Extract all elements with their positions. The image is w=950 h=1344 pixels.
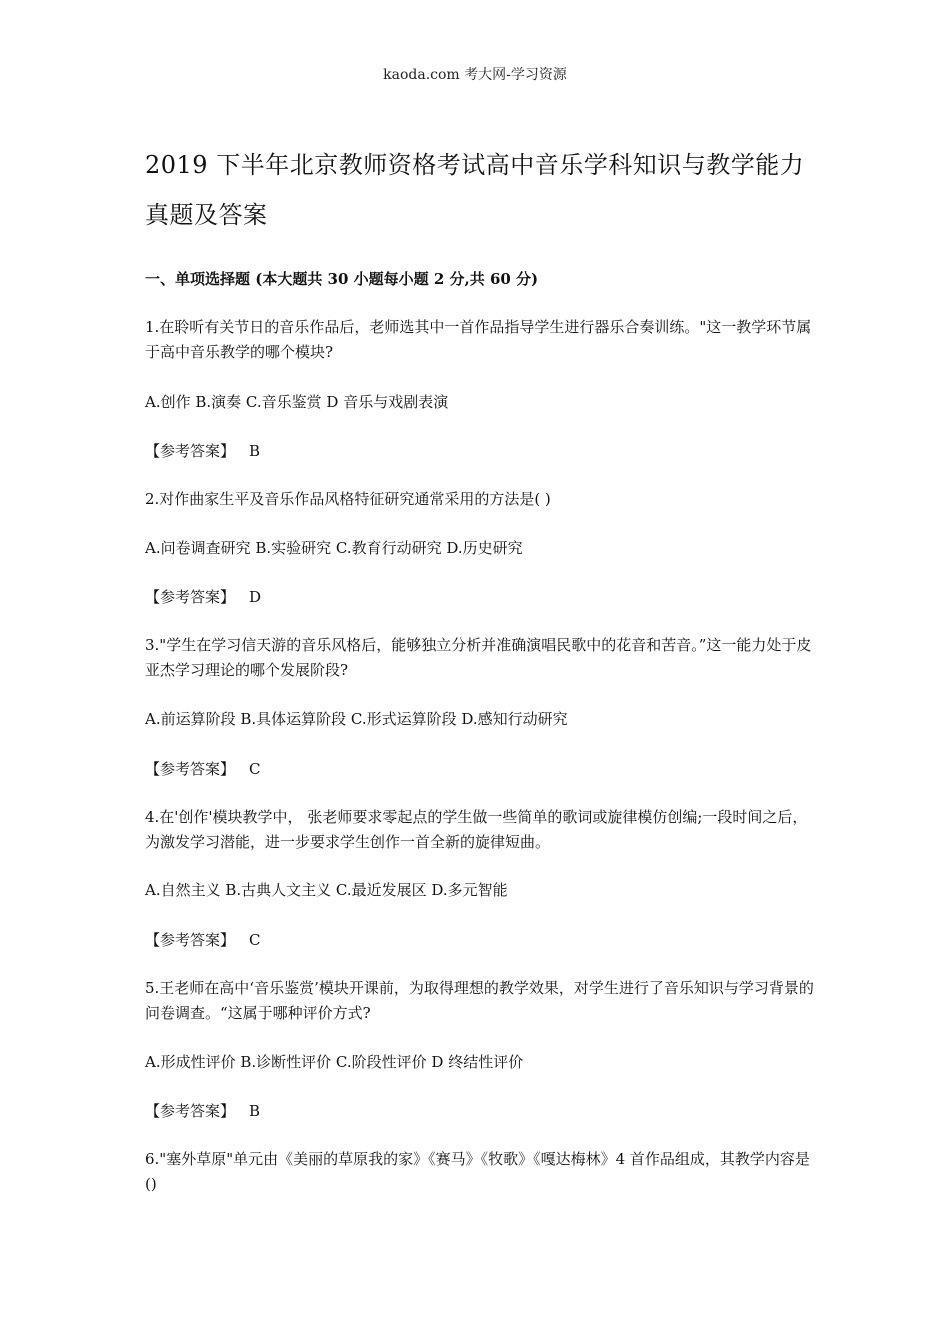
answer-value: C — [249, 931, 261, 949]
answer-label: 【参考答案】 — [145, 588, 236, 606]
question-4-options: A.自然主义 B.古典人文主义 C.最近发展区 D.多元智能 — [145, 881, 508, 899]
answer-label: 【参考答案】 — [145, 931, 236, 949]
question-3-options: A.前运算阶段 B.具体运算阶段 C.形式运算阶段 D.感知行动研究 — [145, 710, 568, 728]
question-5-stem: 5.王老师在高中‘音乐鉴赏’模块开课前，为取得理想的教学效果，对学生进行了音乐知识与学习背景的问卷调查。“这属于哪种评价方式? — [145, 979, 814, 1022]
page-header: kaoda.com 考大网-学习资源 — [383, 67, 567, 83]
question-1-options: A.创作 B.演奏 C.音乐鉴赏 D 音乐与戏剧表演 — [145, 393, 449, 411]
answer-value: B — [249, 442, 261, 460]
answer-value: B — [249, 1102, 261, 1120]
answer-label: 【参考答案】 — [145, 442, 236, 460]
question-5-answer — [145, 1099, 817, 1124]
question-3-answer — [145, 757, 817, 782]
question-2-options: A.问卷调查研究 B.实验研究 C.教育行动研究 D.历史研究 — [145, 539, 523, 557]
question-2-stem: 2.对作曲家生平及音乐作品风格特征研究通常采用的方法是( ) — [145, 490, 551, 508]
question-4-answer — [145, 928, 817, 953]
question-5-options: A.形成性评价 B.诊断性评价 C.阶段性评价 D 终结性评价 — [145, 1053, 524, 1071]
answer-label: 【参考答案】 — [145, 760, 236, 778]
question-1-stem: 1.在聆听有关节日的音乐作品后，老师选其中一首作品指导学生进行器乐合奏训练。"这一教学环节属于高中音乐教学的哪个模块? — [145, 318, 812, 361]
answer-value: D — [249, 588, 262, 606]
question-2-answer — [145, 585, 817, 610]
question-6-stem: 6."塞外草原"单元由《美丽的草原我的家》《赛马》《牧歌》《嘎达梅林》4 首作品组成，其教学内容是() — [145, 1150, 810, 1193]
answer-label: 【参考答案】 — [145, 1102, 236, 1120]
section-heading: 一、单项选择题 (本大题共 30 小题每小题 2 分,共 60 分) — [145, 270, 539, 288]
question-3-stem: 3."学生在学习信天游的音乐风格后，能够独立分析并准确演唱民歌中的花音和苦音。”这一能力处于皮亚杰学习理论的哪个发展阶段? — [145, 636, 812, 679]
answer-value: C — [249, 760, 261, 778]
question-4-stem: 4.在'创作'模块教学中， 张老师要求零起点的学生做一些简单的歌词或旋律模仿创编;一段时间之后，为激发学习潜能，进一步要求学生创作一首全新的旋律短曲。 — [145, 808, 808, 851]
question-1-answer — [145, 439, 817, 464]
document-title: 2019 下半年北京教师资格考试高中音乐学科知识与教学能力真题及答案 — [145, 151, 805, 229]
